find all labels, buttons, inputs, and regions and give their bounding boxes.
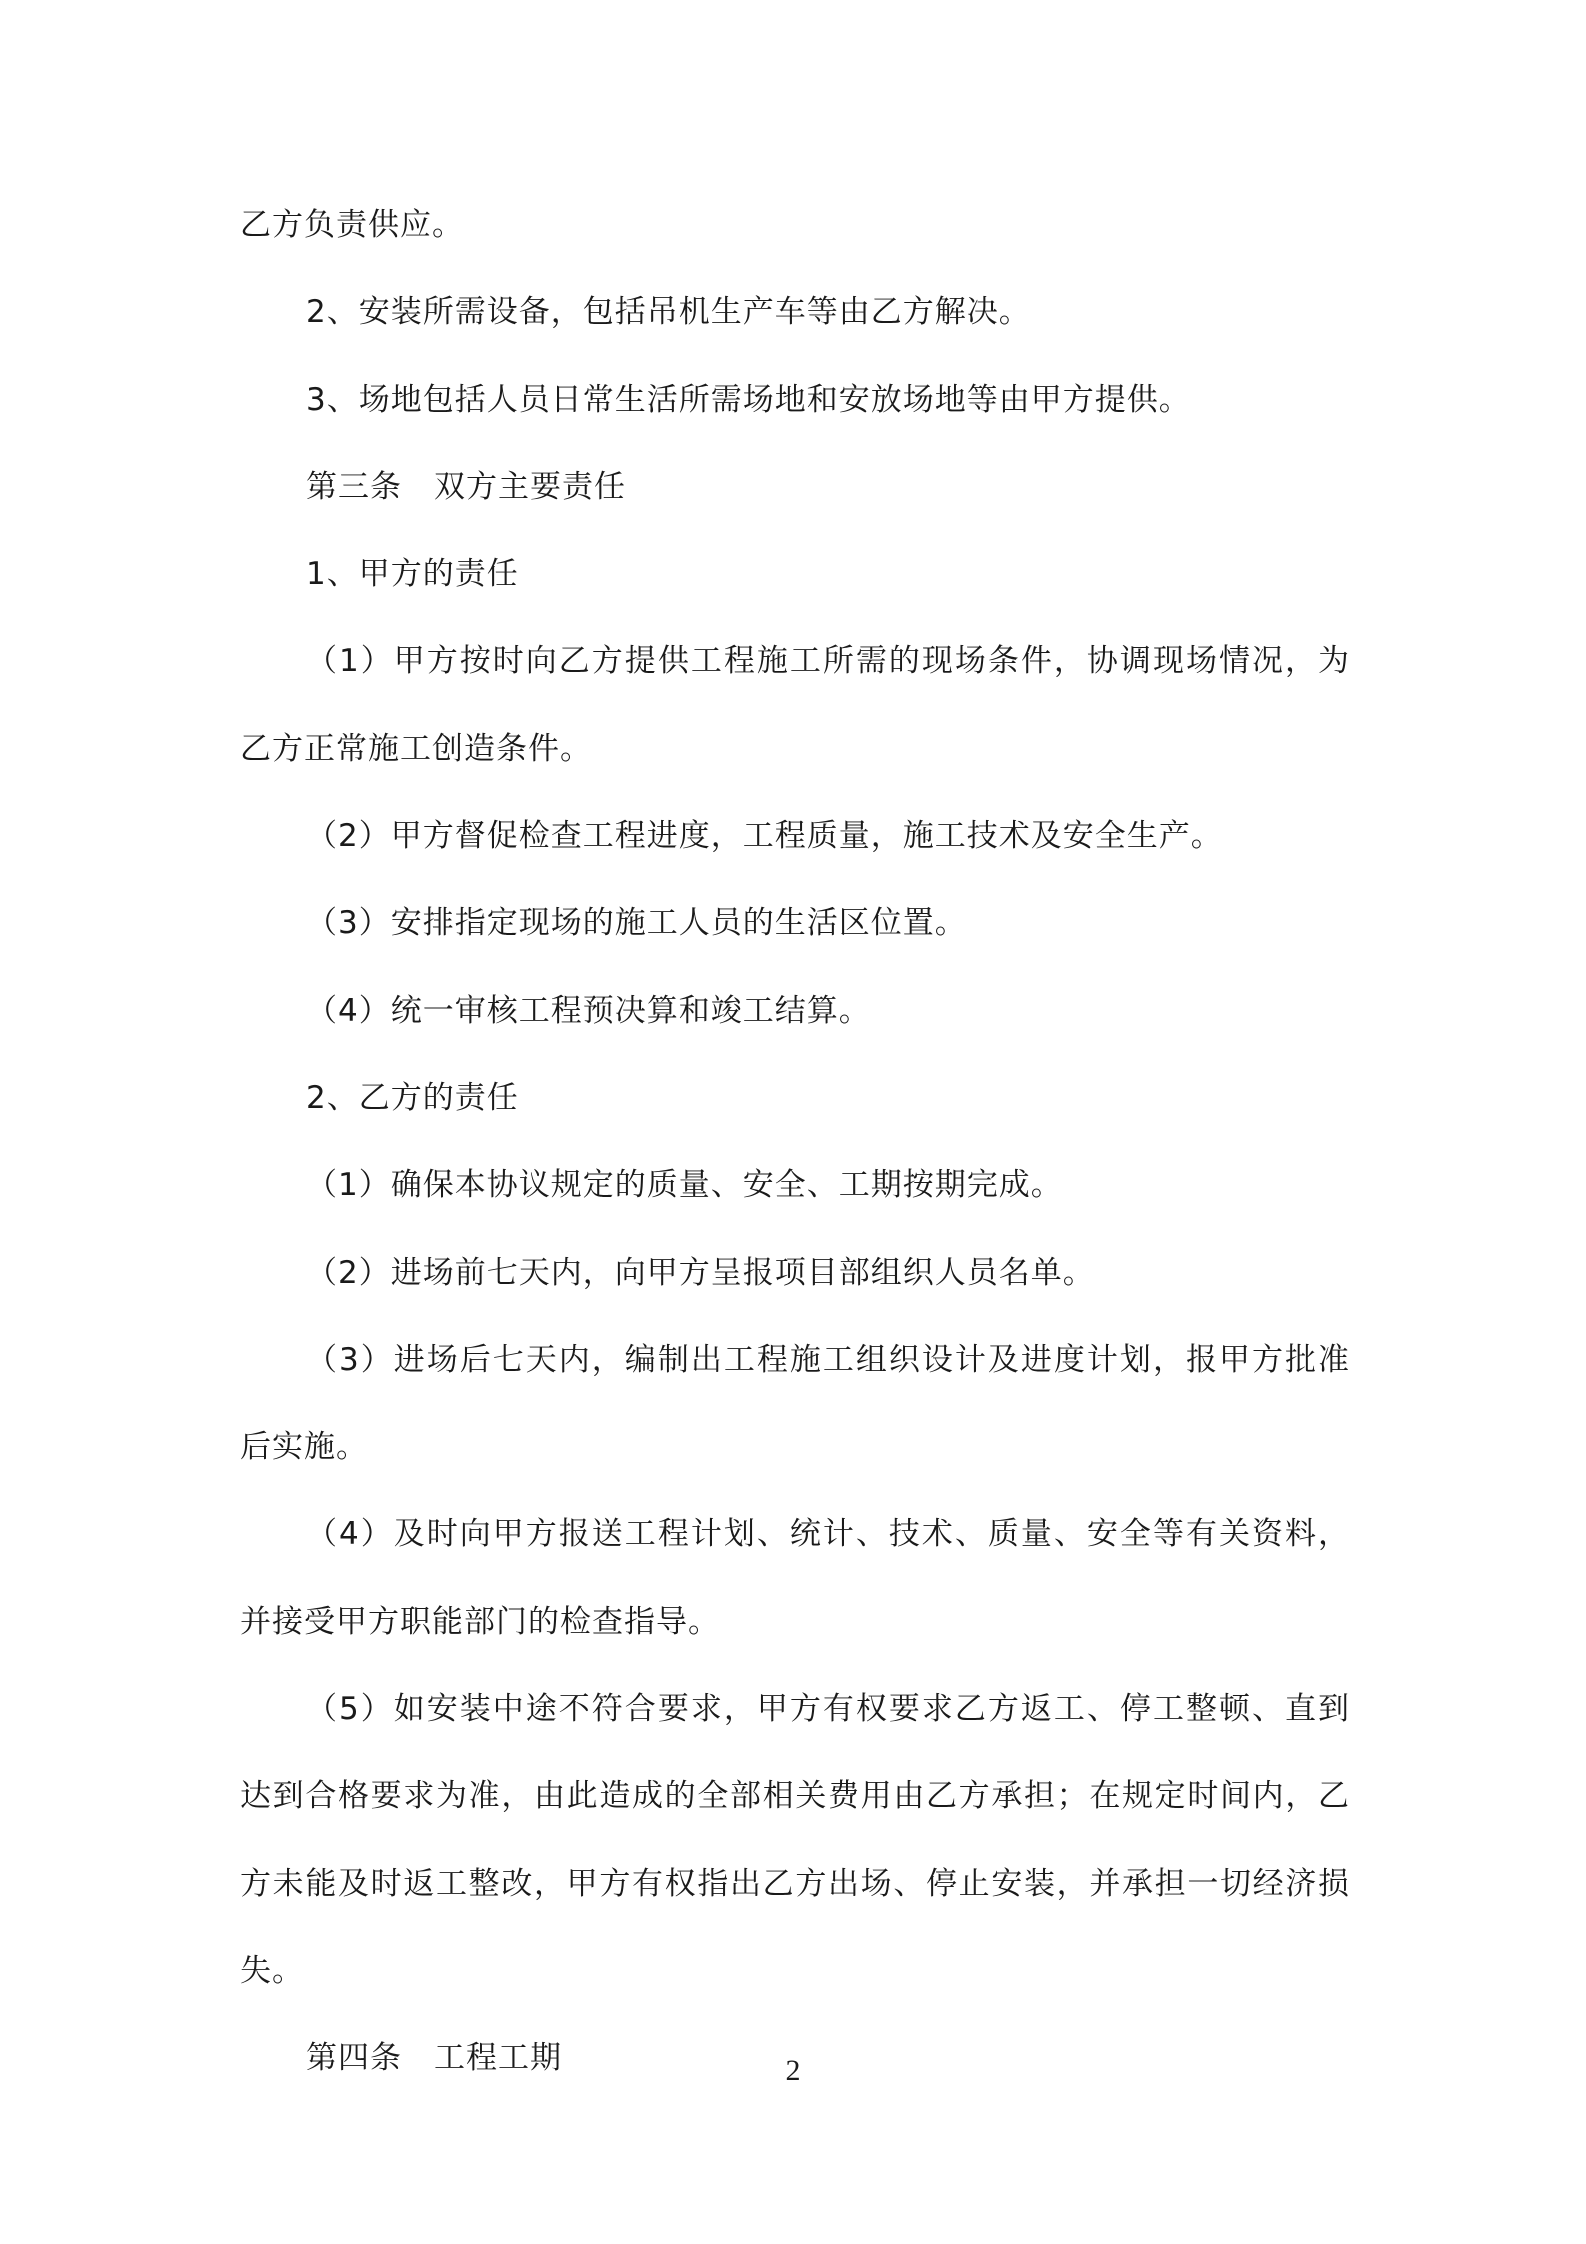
- party-b-item-3: （3）进场后七天内，编制出工程施工组织设计及进度计划，报甲方批准后实施。: [240, 1341, 1350, 1466]
- party-a-item-4: （4）统一审核工程预决算和竣工结算。: [306, 992, 871, 1029]
- article-3-heading: 第三条 双方主要责任: [306, 468, 626, 505]
- party-a-item-3: （3）安排指定现场的施工人员的生活区位置。: [306, 905, 967, 942]
- party-b-item-5: （5）如安装中途不符合要求，甲方有权要求乙方返工、停工整顿、直到达到合格要求为准，由此造成的全部相关费用由乙方承担；在规定时间内，乙方未能及时返工整改，甲方有权指出乙方出场、停止安装，并承担一切经济损失。: [240, 1691, 1350, 1989]
- paragraph-continuation: 乙方负责供应。: [240, 207, 464, 243]
- paragraph-item-2-equipment: 2、安装所需设备，包括吊机生产车等由乙方解决。: [306, 294, 1031, 331]
- article-4-heading: 第四条 工程工期: [306, 2040, 562, 2077]
- paragraph-item-3-site: 3、场地包括人员日常生活所需场地和安放场地等由甲方提供。: [306, 381, 1191, 418]
- party-b-item-4: （4）及时向甲方报送工程计划、统计、技术、质量、安全等有关资料，并接受甲方职能部门的检查指导。: [240, 1516, 1350, 1640]
- page-number: 2: [785, 2054, 801, 2087]
- party-a-item-2: （2）甲方督促检查工程进度，工程质量，施工技术及安全生产。: [306, 818, 1223, 855]
- document-body: [240, 182, 1350, 2103]
- party-b-item-1: （1）确保本协议规定的质量、安全、工期按期完成。: [306, 1167, 1063, 1204]
- party-b-responsibility-heading: 2、乙方的责任: [306, 1079, 519, 1116]
- party-a-responsibility-heading: 1、甲方的责任: [306, 556, 519, 593]
- party-a-item-1: （1）甲方按时向乙方提供工程施工所需的现场条件，协调现场情况，为乙方正常施工创造条件。: [240, 643, 1350, 767]
- party-b-item-2: （2）进场前七天内，向甲方呈报项目部组织人员名单。: [306, 1254, 1095, 1291]
